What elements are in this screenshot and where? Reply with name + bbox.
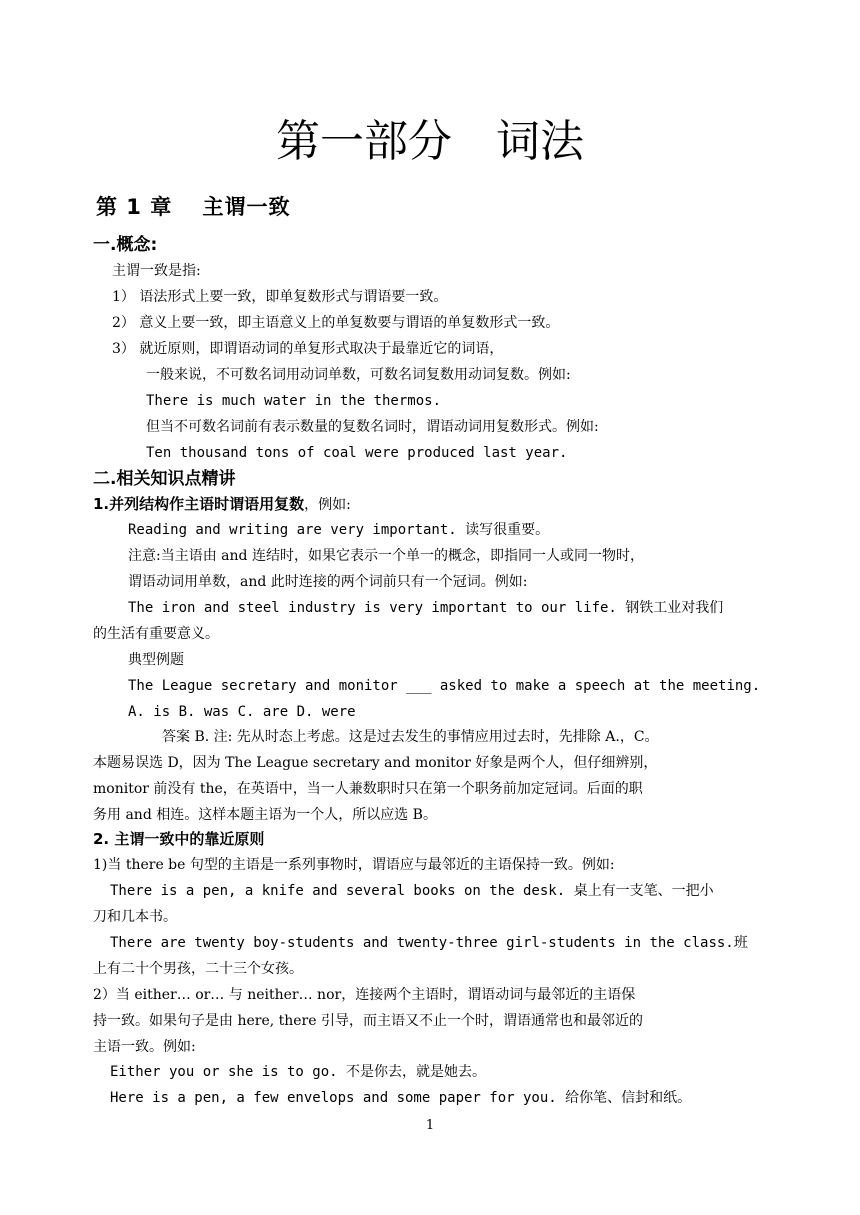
chapter-heading: 第 1 章 主谓一致: [96, 195, 291, 219]
answer-line-1: 答案 B. 注: 先从时态上考虑。这是过去发生的事情应用过去时，先排除 A.，C。: [162, 729, 659, 745]
sub2-line-10: Here is a pen, a few envelops and some paper for you. 给你笔、信封和纸。: [110, 1090, 692, 1106]
concept-item-1: 1） 语法形式上要一致，即单复数形式与谓语要一致。: [112, 289, 448, 305]
sub2-line-2: There is a pen, a knife and several books on the desk. 桌上有一支笔、一把小: [110, 883, 714, 899]
answer-line-2: 本题易误选 D，因为 The League secretary and monitor 好象是两个人，但仔细辨别，: [93, 755, 658, 771]
answer-line-4: 务用 and 相连。这样本题主语为一个人，所以应选 B。: [93, 807, 437, 823]
sub2-line-5: 上有二十个男孩，二十三个女孩。: [93, 961, 303, 977]
concept-example-2: Ten thousand tons of coal were produced last year.: [146, 445, 568, 461]
sub2-line-6: 2）当 either… or… 与 neither… nor，连接两个主语时，谓语动词与最邻近的主语保: [93, 987, 636, 1003]
section-heading-concept: 一.概念:: [93, 235, 158, 255]
sub2-line-1: 1)当 there be 句型的主语是一系列事物时，谓语应与最邻近的主语保持一致。例如:: [93, 857, 615, 873]
sub2-line-3: 刀和几本书。: [93, 909, 177, 925]
sub2-line-7: 持一致。如果句子是由 here, there 引导，而主语又不止一个时，谓语通常也和最邻近的: [93, 1013, 643, 1029]
example-question: The League secretary and monitor ___ asked to make a speech at the meeting.: [128, 678, 761, 694]
sub2-line-9: Either you or she is to go. 不是你去，就是她去。: [110, 1064, 487, 1080]
subheading-1-bold: 1.并列结构作主语时谓语用复数: [93, 495, 305, 513]
concept-line-4: 一般来说，不可数名词用动词单数，可数名词复数用动词复数。例如:: [146, 367, 571, 383]
example-options: A. is B. was C. are D. were: [128, 704, 356, 720]
subheading-1: [93, 491, 351, 518]
concept-item-3: 3） 就近原则，即谓语动词的单复形式取决于最靠近它的词语，: [112, 341, 504, 357]
concept-example-1: There is much water in the thermos.: [146, 393, 442, 409]
concept-line-6: 但当不可数名词前有表示数量的复数名词时，谓语动词用复数形式。例如:: [146, 419, 599, 435]
concept-intro: 主谓一致是指:: [112, 263, 201, 279]
answer-line-3: monitor 前没有 the，在英语中，当一人兼数职时只在第一个职务前加定冠词。后面的职: [93, 781, 643, 797]
subheading-1-tail: ，例如:: [304, 497, 351, 513]
sub2-line-8: 主语一致。例如:: [93, 1039, 196, 1055]
page-title: 第一部分 词法: [276, 116, 584, 167]
sub2-line-4: There are twenty boy-students and twenty-three girl-students in the class.班: [110, 935, 748, 951]
section-heading-knowledge: 二.相关知识点精讲: [93, 469, 236, 489]
concept-item-2: 2） 意义上要一致，即主语意义上的单复数要与谓语的单复数形式一致。: [112, 315, 560, 331]
example-label: 典型例题: [128, 652, 184, 668]
page-number: 1: [425, 1118, 435, 1133]
sub1-line-2: 注意:当主语由 and 连结时，如果它表示一个单一的概念，即指同一人或同一物时，: [128, 548, 644, 564]
sub1-line-4: The iron and steel industry is very important to our life. 钢铁工业对我们: [128, 600, 724, 616]
sub1-line-1: Reading and writing are very important. 读写很重要。: [128, 522, 550, 538]
sub1-line-5: 的生活有重要意义。: [93, 626, 219, 642]
subheading-2: 2. 主谓一致中的靠近原则: [93, 830, 265, 848]
sub1-line-3: 谓语动词用单数，and 此时连接的两个词前只有一个冠词。例如:: [128, 574, 528, 590]
